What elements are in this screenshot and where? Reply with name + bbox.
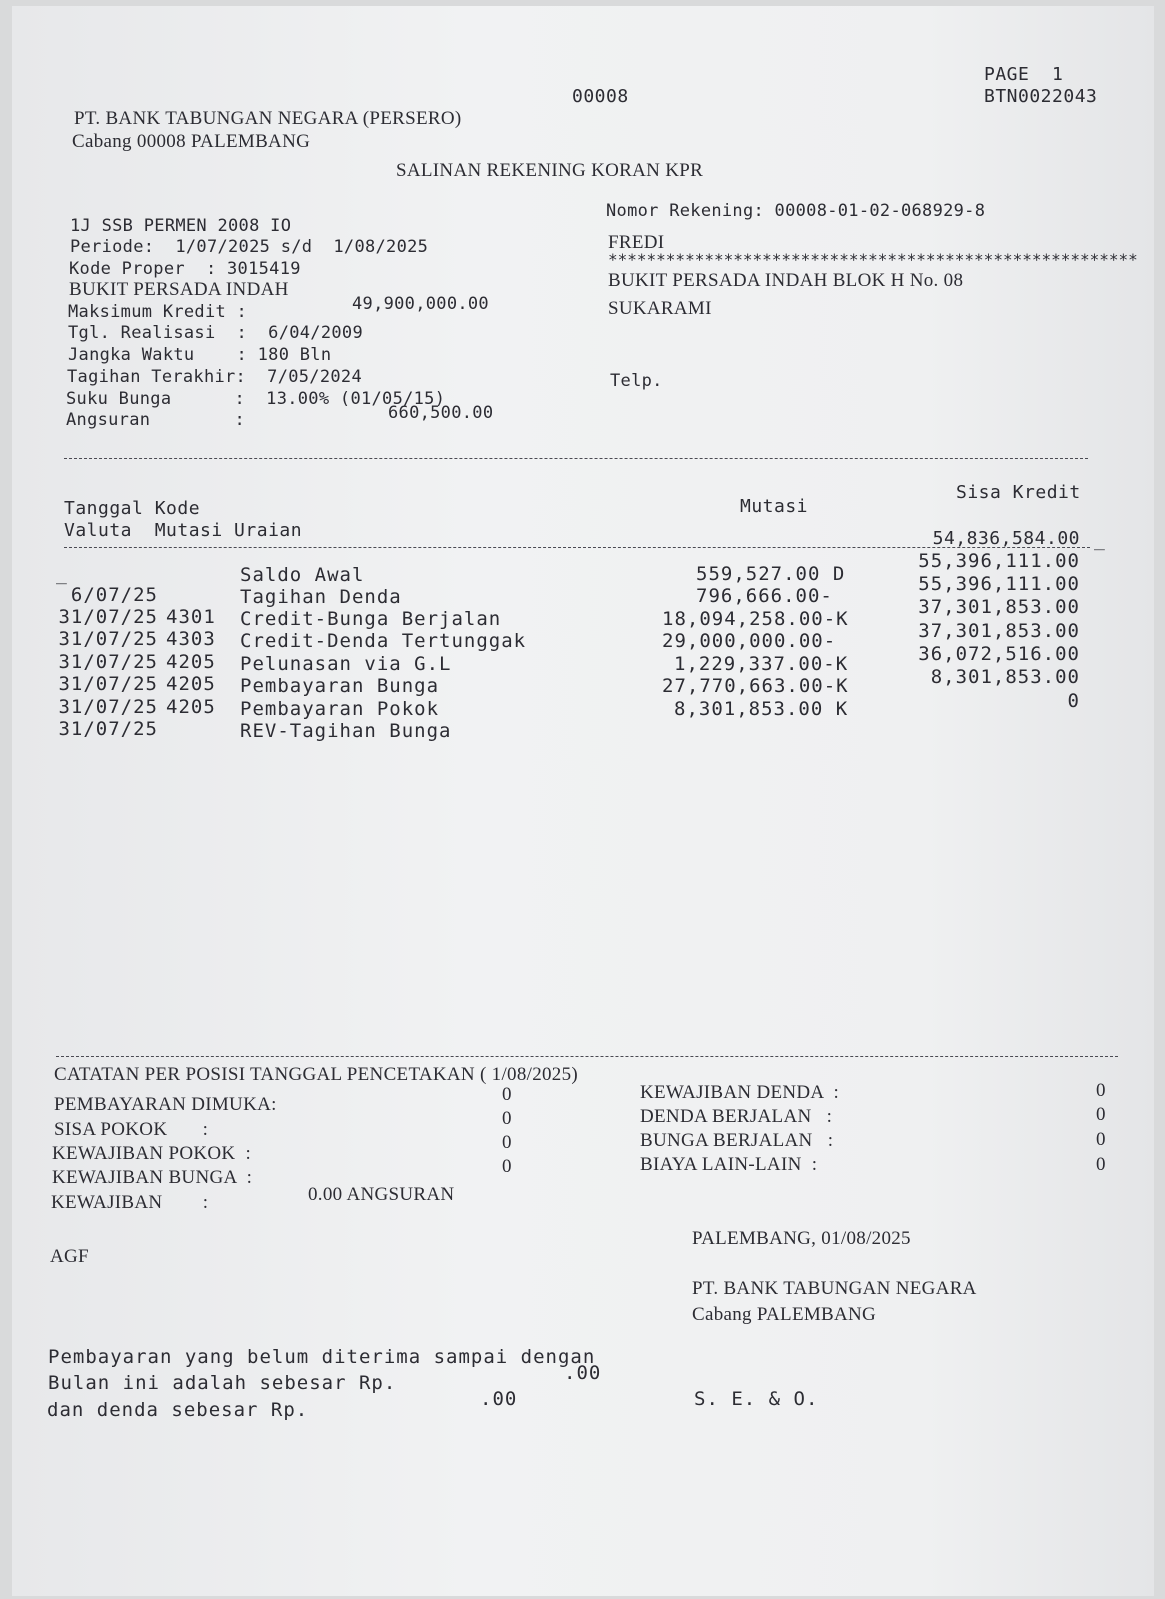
row-sisa-kredit: 36,072,516.00 [918, 643, 1080, 665]
row-description: Credit-Denda Tertunggak [240, 630, 527, 652]
row-mutasi: 559,527.00 D [696, 563, 846, 585]
header-valuta-mutasi-uraian: Valuta Mutasi Uraian [64, 520, 303, 541]
maks-kredit-value: 49,900,000.00 [352, 294, 489, 314]
suku-bunga: Suku Bunga : 13.00% (01/05/15) [66, 389, 446, 409]
kode-proper: Kode Proper : 3015419 [69, 259, 301, 279]
catatan-right-label: KEWAJIBAN DENDA : [640, 1082, 840, 1103]
catatan-right-value: 0 [1096, 1129, 1106, 1150]
row-description: Credit-Bunga Berjalan [240, 608, 502, 630]
opening-balance: 54,836,584.00 [932, 528, 1080, 549]
row-code: 4205 [166, 673, 216, 695]
row-date: 6/07/25 [70, 584, 158, 606]
statement-paper [12, 6, 1154, 1596]
product-name: 1J SSB PERMEN 2008 IO [70, 216, 292, 236]
catatan-right-value: 0 [1096, 1080, 1106, 1101]
project-name: BUKIT PERSADA INDAH [69, 279, 289, 300]
row-description: Pelunasan via G.L [240, 653, 452, 675]
maks-kredit-label: Maksimum Kredit : [68, 302, 248, 322]
catatan-left-label: PEMBAYARAN DIMUKA: [54, 1094, 277, 1115]
row-code: 4205 [166, 696, 216, 718]
bank-name: PT. BANK TABUNGAN NEGARA (PERSERO) [74, 108, 462, 129]
row-description: Tagihan Denda [240, 586, 402, 608]
periode: Periode: 1/07/2025 s/d 1/08/2025 [70, 237, 429, 257]
row-sisa-kredit: 55,396,111.00 [918, 550, 1080, 572]
row-date: 31/07/25 [58, 628, 158, 650]
header-mutasi: Mutasi [740, 496, 809, 517]
catatan-right-value: 0 [1096, 1154, 1106, 1175]
tgl-realisasi: Tgl. Realisasi : 6/04/2009 [68, 323, 363, 343]
unpaid-note-line-2: Bulan ini adalah sebesar Rp. [48, 1372, 397, 1394]
kewajiban-label: KEWAJIBAN : [51, 1192, 209, 1213]
catatan-left-label: SISA POKOK : [54, 1119, 209, 1140]
customer-name: FREDI [608, 232, 665, 253]
row-sisa-kredit: 55,396,111.00 [918, 573, 1080, 595]
row-sisa-kredit: 0 [1067, 690, 1080, 712]
unpaid-note-line-1: Pembayaran yang belum diterima sampai dengan [48, 1346, 596, 1368]
row-date: 31/07/25 [58, 651, 158, 673]
catatan-right-label: DENDA BERJALAN : [640, 1106, 833, 1127]
denda-amount: .00 [480, 1388, 518, 1410]
address-line-1: BUKIT PERSADA INDAH BLOK H No. 08 [608, 270, 964, 291]
catatan-left-label: KEWAJIBAN BUNGA : [52, 1167, 253, 1188]
row-sisa-kredit: 8,301,853.00 [930, 666, 1080, 688]
dash-mark: _ [1094, 530, 1106, 551]
row-sisa-kredit: 37,301,853.00 [918, 596, 1080, 618]
nomor-rekening: Nomor Rekening: 00008-01-02-068929-8 [606, 201, 986, 221]
row-mutasi: 796,666.00- [696, 585, 833, 607]
kewajiban-value: 0.00 ANGSURAN [308, 1184, 455, 1205]
catatan-title: CATATAN PER POSISI TANGGAL PENCETAKAN ( 1/08/2025) [54, 1064, 579, 1085]
asterisk-line: ******************************************************* [608, 250, 1138, 269]
unpaid-amount: .00 [564, 1362, 602, 1384]
document-title: SALINAN REKENING KORAN KPR [396, 160, 704, 181]
row-mutasi: 27,770,663.00-K [662, 675, 849, 697]
separator-line [64, 458, 1088, 459]
row-date: 31/07/25 [58, 718, 158, 740]
row-description: Saldo Awal [240, 564, 365, 586]
catatan-left-label: KEWAJIBAN POKOK : [52, 1143, 252, 1164]
row-code: 4303 [166, 628, 216, 650]
angsuran-value: 660,500.00 [388, 403, 494, 423]
header-tanggal-kode: Tanggal Kode [64, 498, 201, 519]
row-mutasi: 1,229,337.00-K [674, 653, 849, 675]
separator-line [56, 1056, 1118, 1057]
jangka-waktu: Jangka Waktu : 180 Bln [68, 345, 332, 365]
telp-label: Telp. [610, 371, 663, 391]
catatan-right-value: 0 [1096, 1104, 1106, 1125]
place-date: PALEMBANG, 01/08/2025 [692, 1228, 911, 1249]
document-code: BTN0022043 [984, 86, 1098, 107]
footer-branch: Cabang PALEMBANG [692, 1304, 877, 1325]
row-code: 4205 [166, 651, 216, 673]
catatan-right-label: BUNGA BERJALAN : [640, 1130, 834, 1151]
row-date: 31/07/25 [58, 673, 158, 695]
angsuran-label: Angsuran : [66, 410, 246, 430]
footer-bank-name: PT. BANK TABUNGAN NEGARA [692, 1278, 977, 1299]
dash-mark: _ [56, 564, 68, 585]
agf-label: AGF [50, 1246, 89, 1267]
address-line-2: SUKARAMI [608, 298, 712, 319]
row-description: Pembayaran Bunga [240, 675, 440, 697]
row-mutasi: 18,094,258.00-K [662, 608, 849, 630]
row-description: REV-Tagihan Bunga [240, 720, 452, 742]
row-description: Pembayaran Pokok [240, 698, 440, 720]
catatan-right-label: BIAYA LAIN-LAIN : [640, 1154, 818, 1175]
header-sisa-kredit: Sisa Kredit [956, 482, 1081, 503]
tagihan-terakhir: Tagihan Terakhir: 7/05/2024 [67, 367, 362, 387]
row-mutasi: 8,301,853.00 K [674, 698, 849, 720]
row-date: 31/07/25 [58, 606, 158, 628]
row-date: 31/07/25 [58, 696, 158, 718]
branch-name: Cabang 00008 PALEMBANG [72, 131, 311, 152]
page-number: PAGE 1 [984, 64, 1064, 85]
row-mutasi: 29,000,000.00- [662, 630, 837, 652]
catatan-left-value: 0 [502, 1108, 512, 1129]
seo-note: S. E. & O. [694, 1388, 819, 1410]
row-sisa-kredit: 37,301,853.00 [918, 620, 1080, 642]
catatan-left-value: 0 [502, 1084, 512, 1105]
catatan-left-value: 0 [502, 1156, 512, 1177]
row-code: 4301 [166, 606, 216, 628]
unpaid-note-line-3: dan denda sebesar Rp. [47, 1399, 309, 1421]
catatan-left-value: 0 [502, 1132, 512, 1153]
branch-code: 00008 [572, 86, 629, 107]
